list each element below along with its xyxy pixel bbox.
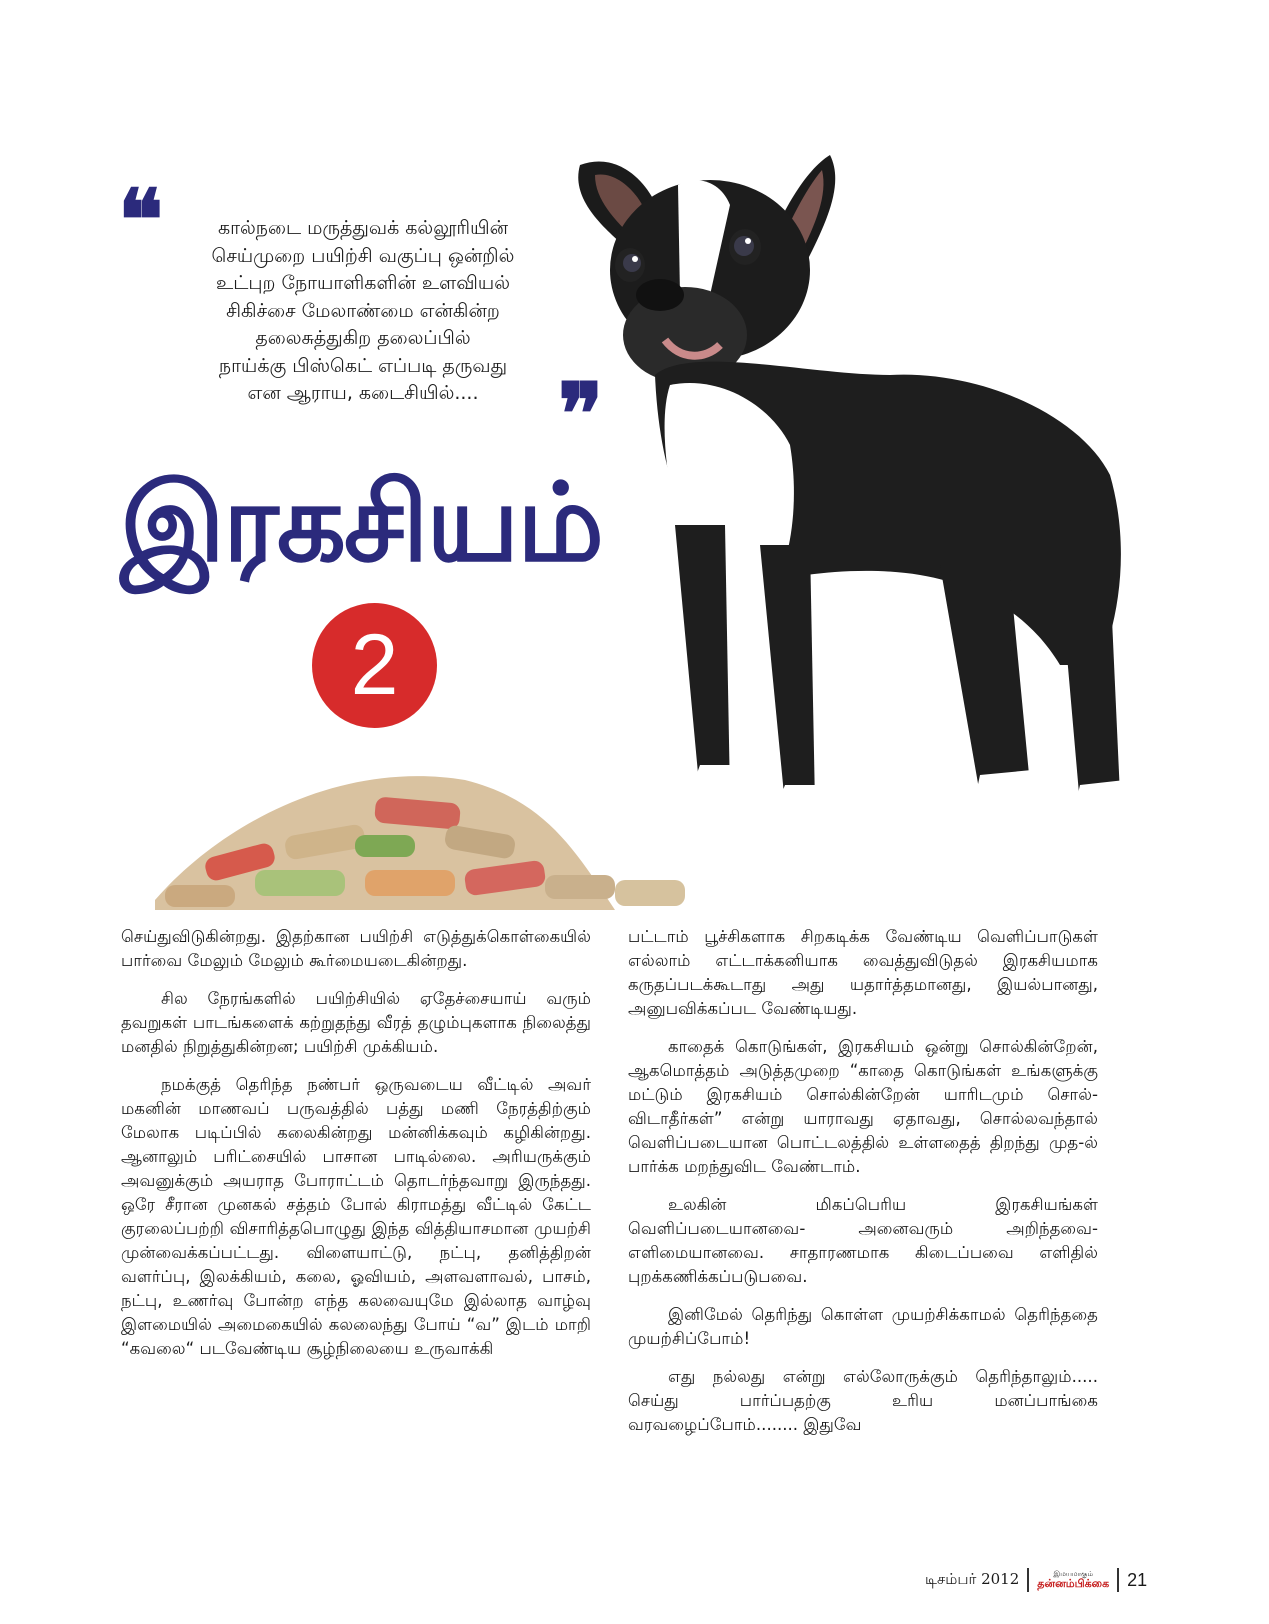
right-paragraph-1: பட்டாம் பூச்சிகளாக சிறகடிக்க வேண்டிய வெளிப்பாடுகள் எல்லாம் எட்டாக்கனியாக வைத்துவிடுதல் இரகசியமாக கருதப்படக்கூடாது அது யதார்த்தமானது, இயல்பானது, அனுபவிக்கப்பட வேண்டியது. [628, 927, 1098, 1018]
close-quote-icon: ❞ [558, 364, 604, 463]
open-quote-icon: ❝ [118, 170, 164, 269]
left-paragraph-2: சில நேரங்களில் பயிற்சியில் ஏதேச்சையாய் வரும் தவறுகள் பாடங்களைக் கற்றுதந்து வீரத் தழும்புகளாக நிலைத்து மனதில் நிறுத்துகின்றன; பயிற்சி முக்கியம். [121, 989, 591, 1056]
left-paragraph-3: நமக்குத் தெரிந்த நண்பர் ஒருவடைய வீட்டில் அவர் மகனின் மாணவப் பருவத்தில் பத்து மணி நேரத்திற்கும் மேலாக படிப்பில் கலைகின்றது மன்னிக்கவும் கழிகின்றது. ஆனாலும் பரிட்சையில் பாசான பாடில்லை. அரியருக்கும் அவனுக்கும் அயராத போராட்டம் தொடர்ந்தவாறு இருந்தது. ஒரே சீரான முனகல் சத்தம் போல் கிராமத்து வீட்டில் கேட்ட குரலைப்பற்றி விசாரித்தபொழுது இந்த வித்தியாசமான முயற்சி முன்வைக்கப்பட்டது. விளையாட்டு, நட்பு, தனித்திறன் வளர்ப்பு, இலக்கியம், கலை, ஓவியம், அளவளாவல், பாசம், நட்பு, உணர்வு போன்ற எந்த கலவையுமே இல்லாத வாழ்வு இளமையில் அமைகையில் கலலைந்து போய் “வ” இடம் மாறி “கவலை“ படவேண்டிய சூழ்நிலையை உருவாக்கி [121, 1075, 591, 1358]
footer-divider [1117, 1568, 1119, 1592]
right-column [628, 925, 1098, 1451]
dog-biscuits-icon [145, 760, 745, 920]
right-paragraph-3: உலகின் மிகப்பெரிய இரகசியங்கள் வெளிப்படையானவை- அனைவரும் அறிந்தவை- எளிமையானவை. சாதாரணமாக கிடைப்பவை எளிதில் புறக்கணிக்கப்படுபவை. [628, 1195, 1098, 1286]
issue-date: டிசம்பர் 2012 [925, 1570, 1020, 1588]
left-column [121, 925, 591, 1375]
page-footer [925, 1566, 1147, 1594]
right-paragraph-4: இனிமேல் தெரிந்து கொள்ள முயற்சிக்காமல் தெரிந்ததை முயற்சிப்போம்! [628, 1305, 1098, 1348]
magazine-logo [1037, 1571, 1109, 1589]
magazine-tagline: இமயமாகும் [1053, 1570, 1093, 1578]
part-number-badge: 2 [312, 603, 437, 728]
page-number: 21 [1127, 1569, 1148, 1590]
magazine-name: தன்னம்பிக்கை [1037, 1577, 1110, 1590]
pull-quote: கால்நடை மருத்துவக் கல்லூரியின் செய்முறை பயிற்சி வகுப்பு ஒன்றில் உட்புற நோயாளிகளின் உளவியல் சிகிச்சை மேலாண்மை என்கின்ற தலைசுத்துகிற தலைப்பில் நாய்க்கு பிஸ்கெட் எப்படி தருவது என ஆராய, கடைசியில்.... [211, 217, 515, 404]
footer-divider [1027, 1568, 1029, 1592]
right-paragraph-2: காதைக் கொடுங்கள், இரகசியம் ஒன்று சொல்கின்றேன், ஆகமொத்தம் அடுத்தமுறை “காதை கொடுங்கள் உங்களுக்கு மட்டும் இரகசியம் சொல்கின்றேன் யாரிடமும் சொல்-விடாதீர்கள்” என்று யாராவது ஏதாவது, சொல்லவந்தால் வெளிப்படையான பொட்டலத்தில் உள்ளதைத் திறந்து முத-ல் பார்க்க மறந்துவிட வேண்டாம். [628, 1037, 1098, 1176]
left-paragraph-1: செய்துவிடுகின்றது. இதற்கான பயிற்சி எடுத்துக்கொள்கையில் பார்வை மேலும் மேலும் கூர்மையடைகின்றது. [121, 927, 591, 970]
article-headline: இரகசியம் [120, 461, 603, 586]
right-paragraph-5: எது நல்லது என்று எல்லோருக்கும் தெரிந்தாலும்..... செய்து பார்ப்பதற்கு உரிய மனப்பாங்கை வரவழைப்போம்........ இதுவே [628, 1367, 1098, 1434]
